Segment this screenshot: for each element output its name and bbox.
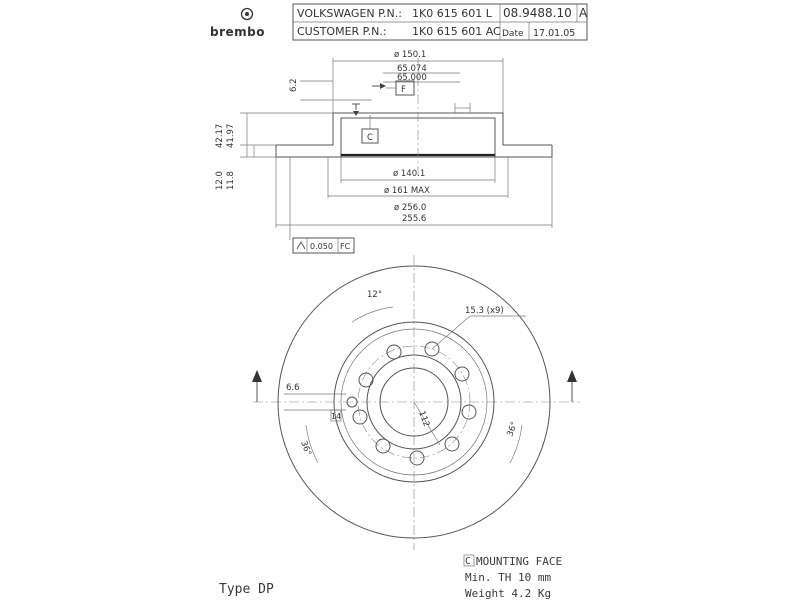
runout-icon — [297, 242, 305, 249]
dim-bore-min: 65.000 — [397, 73, 427, 83]
dim-bore-max: 65.074 — [397, 64, 427, 74]
dim-hat-thickness: 6.2 — [289, 78, 299, 92]
bolt-hole — [353, 410, 367, 424]
oem-pn-value: 1K0 615 601 L — [412, 7, 492, 20]
brembo-logo — [210, 9, 265, 40]
angle-top: 12° — [367, 290, 383, 300]
title-block — [293, 4, 588, 40]
min-thickness-note: Min. TH 10 mm — [465, 571, 552, 584]
dim-height-max: 42.17 — [215, 123, 225, 148]
mounting-face-note: MOUNTING FACE — [476, 555, 563, 568]
dim-disc-th-min: 11.8 — [226, 171, 236, 190]
bolt-hole — [445, 437, 459, 451]
dim-outer-diameter-max: ø 256.0 — [394, 203, 427, 213]
spec-notes — [464, 555, 562, 600]
date-value: 17.01.05 — [533, 28, 576, 39]
dim-height-min: 41.97 — [226, 123, 236, 148]
dim-hole-offset: 6.6 — [286, 383, 300, 393]
section-arrow-left — [252, 370, 262, 382]
section-view — [215, 50, 552, 253]
brand-name: brembo — [210, 25, 265, 39]
angle-right: 36° — [505, 420, 520, 439]
pcd-value: 112 — [416, 409, 432, 429]
type-note: Type DP — [219, 582, 274, 597]
dim-outer-diameter-min: 255.6 — [402, 214, 427, 224]
customer-pn-label: CUSTOMER P.N.: — [297, 25, 387, 38]
section-arrow-right — [567, 370, 577, 382]
dim-hat-diameter: ø 150.1 — [394, 50, 427, 60]
angle-left: 36° — [298, 439, 313, 458]
bolt-hole — [462, 405, 476, 419]
part-code: 08.9488.10 — [503, 6, 572, 20]
mounting-tag: C — [465, 556, 471, 567]
runout-datum-ref: FC — [340, 242, 351, 251]
bolt-hole — [376, 439, 390, 453]
front-view — [252, 255, 580, 550]
dim-max-diameter: ø 161 MAX — [384, 186, 430, 196]
oem-pn-label: VOLKSWAGEN P.N.: — [297, 7, 402, 20]
dim-disc-th-max: 12.0 — [215, 171, 225, 190]
bolt-hole — [455, 367, 469, 381]
bolt-hole — [359, 373, 373, 387]
dim-hole-spacing: 14 — [331, 412, 342, 421]
revision: A — [579, 6, 588, 20]
runout-value: 0.050 — [310, 242, 333, 251]
weight-note: Weight 4.2 Kg — [465, 587, 552, 600]
customer-pn-value: 1K0 615 601 AC — [412, 25, 501, 38]
bolt-hole — [410, 451, 424, 465]
date-label: Date — [502, 29, 524, 39]
datum-f: F — [401, 85, 406, 95]
datum-c: C — [367, 133, 373, 143]
dim-inner-diameter: ø 140.1 — [393, 169, 426, 179]
bolt-hole-spec: 15.3 (x9) — [465, 306, 504, 316]
